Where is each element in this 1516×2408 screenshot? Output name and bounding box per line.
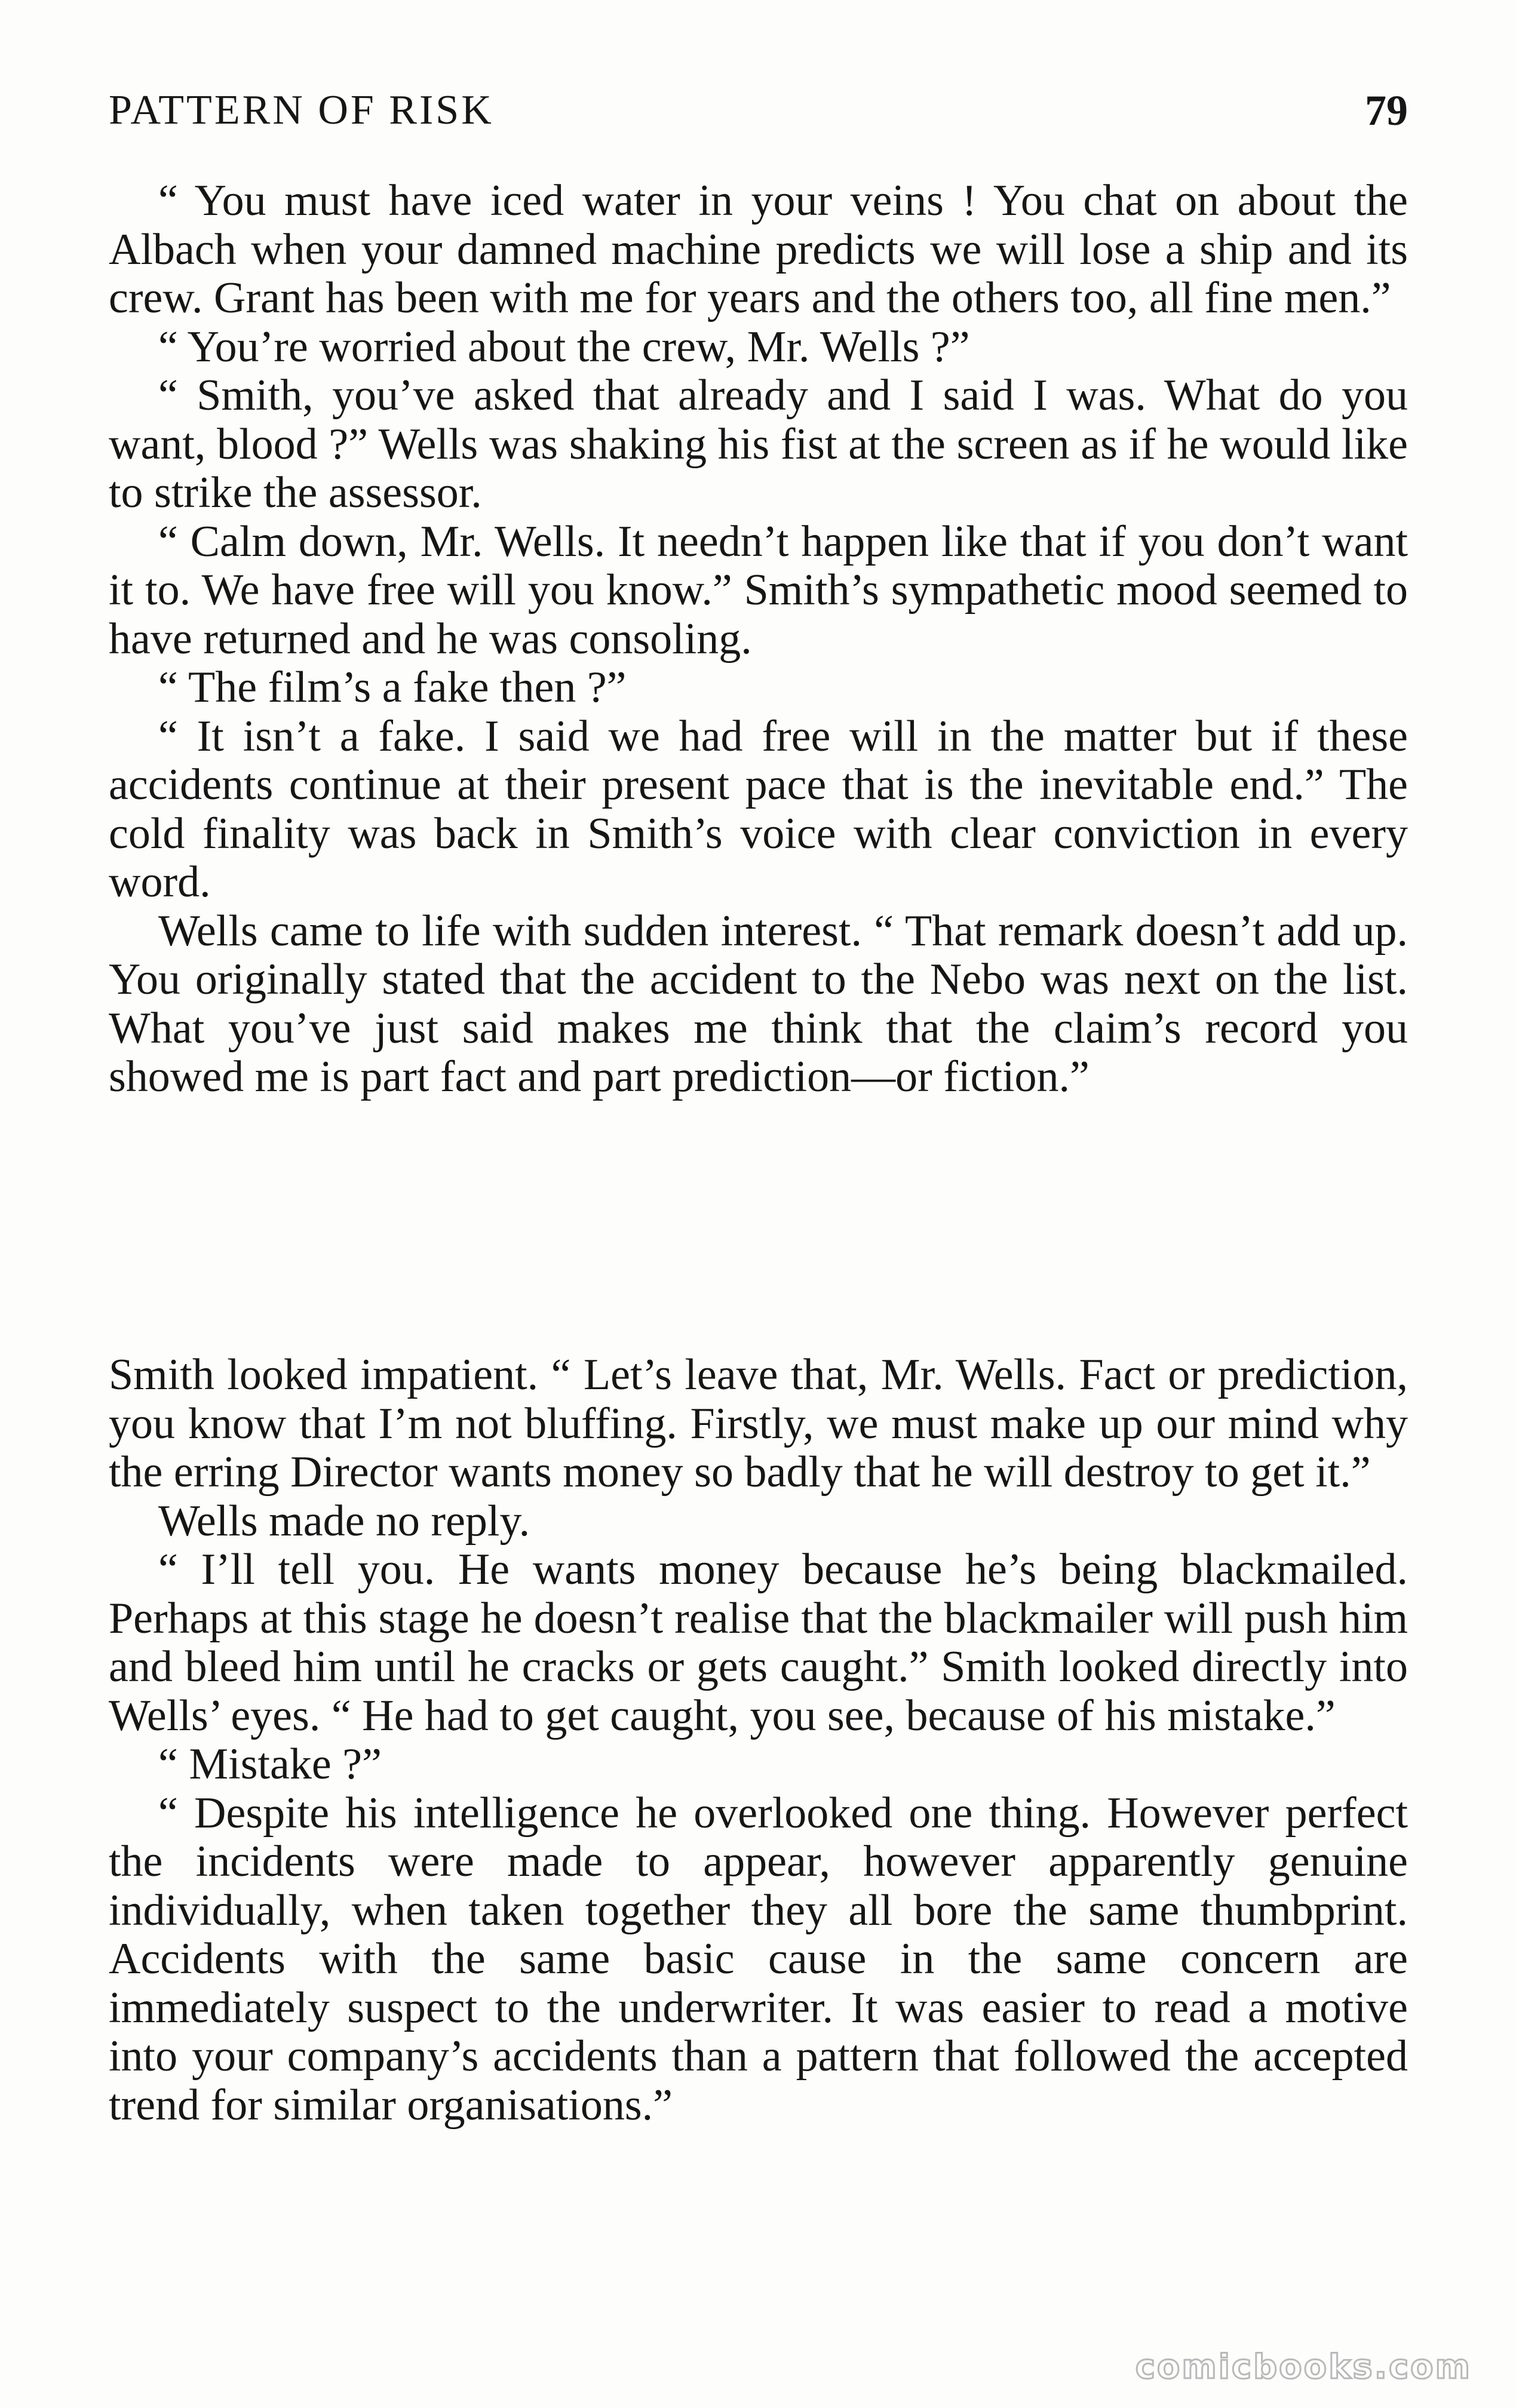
body-text-section-1 (109, 177, 1408, 1102)
paragraph: “ Calm down, Mr. Wells. It needn’t happen like that if you don’t want it to. We have free will you know.” Smith’s sympathetic mood seemed to have returned and he was consoling. (109, 517, 1408, 664)
running-title: PATTERN OF RISK (109, 87, 494, 133)
page-number: 79 (1365, 87, 1408, 134)
paragraph: Smith looked impatient. “ Let’s leave that, Mr. Wells. Fact or prediction, you know that I’m not bluffing. Firstly, we must make up our mind why the erring Director wants money so badly that he will destroy to get it.” (109, 1350, 1408, 1497)
paragraph: “ It isn’t a fake. I said we had free will in the matter but if these accidents continue at their present pace that is the inevitable end.” The cold finality was back in Smith’s voice with clear conviction in every word. (109, 711, 1408, 907)
paragraph: Wells came to life with sudden interest. “ That remark doesn’t add up. You originally stated that the accident to the Nebo was next on the list. What you’ve just said makes me think that the claim’s record you showed me is part fact and part prediction—or fiction.” (109, 906, 1408, 1101)
paragraph: “ Smith, you’ve asked that already and I said I was. What do you want, blood ?” Wells was shaking his fist at the screen as if he would like to strike the assessor. (109, 371, 1408, 517)
paragraph: “ You must have iced water in your veins ! You chat on about the Albach when your damned machine predicts we will lose a ship and its crew. Grant has been with me for years and the others too, all fine men.” (109, 176, 1408, 322)
page-header (109, 78, 1408, 143)
paragraph: “ Despite his intelligence he overlooked one thing. However perfect the incidents were made to appear, however apparently genuine individually, when taken together they all bore the same thumbprint. Accidents with the same basic cause in the same concern are immediately suspect to the underwriter. It was easier to read a motive into your company’s accidents than a pattern that followed the accepted trend for similar organisations.” (109, 1788, 1408, 2130)
paragraph: “ Mistake ?” (158, 1740, 382, 1789)
paragraph: “ You’re worried about the crew, Mr. Wells ?” (158, 322, 970, 371)
paragraph: “ The film’s a fake then ?” (158, 663, 627, 712)
watermark: comicbooks.com (1135, 2348, 1472, 2386)
paragraph: “ I’ll tell you. He wants money because he’s being blackmailed. Perhaps at this stage he doesn’t realise that the blackmailer will push him and bleed him until he cracks or gets caught.” Smith looked directly into Wells’ eyes. “ He had to get caught, you see, because of his mistake.” (109, 1545, 1408, 1740)
paragraph: Wells made no reply. (158, 1496, 530, 1546)
body-text-section-2 (109, 1351, 1408, 2130)
